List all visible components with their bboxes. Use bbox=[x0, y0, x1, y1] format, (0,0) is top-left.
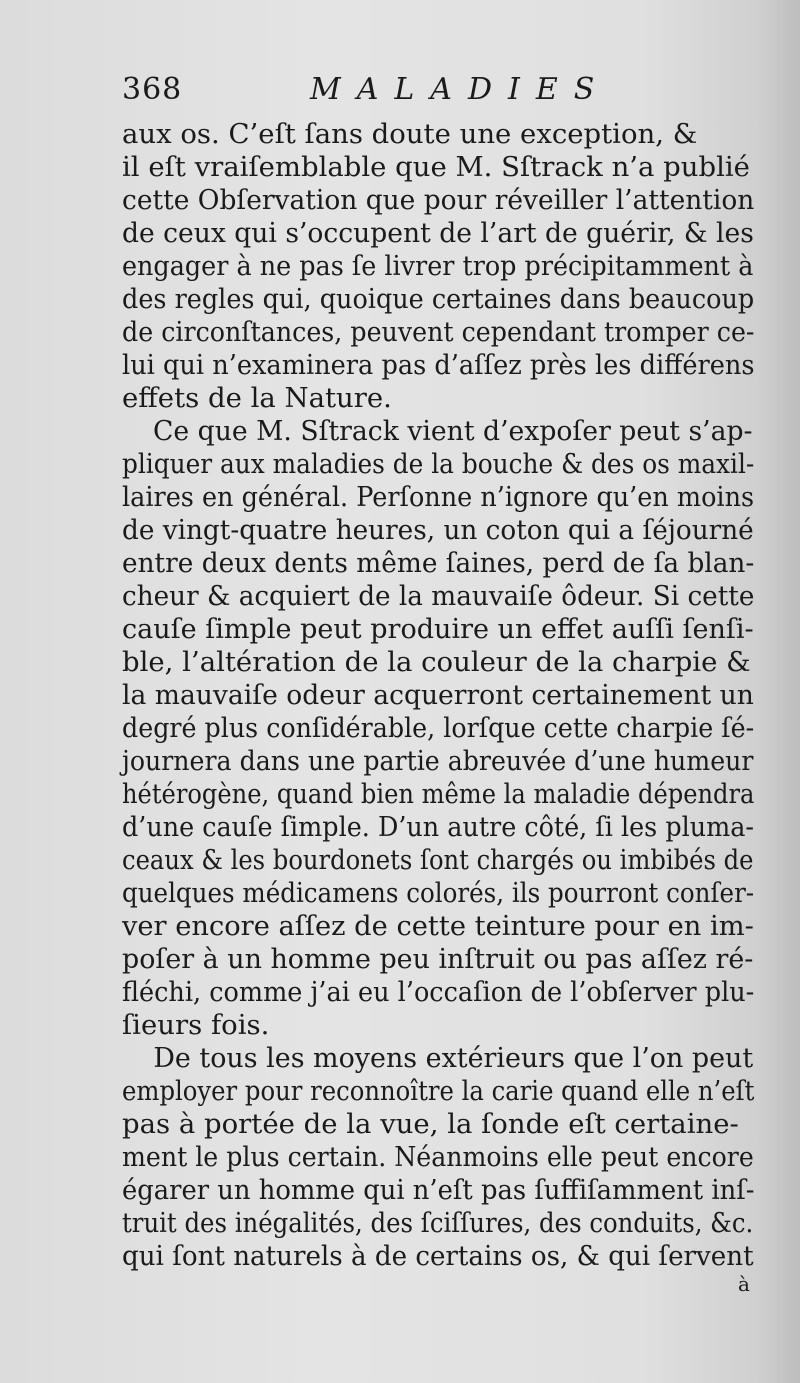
text-line: d’une cauſe ſimple. D’un autre côté, ſi les pluma- bbox=[122, 811, 755, 843]
text-line: quelques médicamens colorés, ils pourront conſer- bbox=[122, 877, 755, 909]
text-line: hétérogène, quand bien même la maladie dépendra bbox=[122, 778, 755, 810]
text-line: de circonſtances, peuvent cependant tromper ce- bbox=[122, 316, 755, 348]
text-line: poſer à un homme peu inſtruit ou pas aſſez ré- bbox=[122, 943, 754, 975]
text-line: égarer un homme qui n’eſt pas ſuffiſamment inſ- bbox=[122, 1174, 755, 1206]
paragraph bbox=[122, 1042, 754, 1273]
text-line: fléchi, comme j’ai eu l’occaſion de l’obſerver plu- bbox=[122, 976, 755, 1008]
text-line: aux os. C’eſt ſans doute une exception, & bbox=[122, 118, 698, 150]
page-number: 368 bbox=[122, 72, 183, 107]
page-header bbox=[122, 72, 762, 120]
text-line: de vingt-quatre heures, un coton qui a ſéjourné bbox=[122, 514, 754, 546]
text-line: employer pour reconnoître la carie quand elle n’eſt bbox=[122, 1075, 755, 1107]
text-line: qui ſont naturels à de certains os, & qui ſervent bbox=[122, 1240, 754, 1272]
catchword: à bbox=[738, 1272, 750, 1296]
paragraph bbox=[122, 415, 754, 1042]
text-line: Ce que M. Sſtrack vient d’expoſer peut s’ap- bbox=[153, 415, 753, 447]
text-line: cheur & acquiert de la mauvaiſe ôdeur. Si cette bbox=[122, 580, 755, 612]
text-line: degré plus conſidérable, lorſque cette charpie ſé- bbox=[122, 712, 755, 744]
text-line: ceaux & les bourdonets ſont chargés ou imbibés de bbox=[122, 844, 754, 876]
text-line: des regles qui, quoique certaines dans beaucoup bbox=[122, 283, 755, 315]
text-line: ble, l’altération de la couleur de la charpie & bbox=[122, 646, 751, 678]
text-line: entre deux dents même ſaines, perd de ſa blan- bbox=[122, 547, 755, 579]
text-line: cette Obſervation que pour réveiller l’attention bbox=[122, 184, 755, 216]
text-line: ver encore aſſez de cette teinture pour en im- bbox=[122, 910, 754, 942]
text-line: De tous les moyens extérieurs que l’on peut bbox=[153, 1042, 754, 1074]
running-title: MALADIES bbox=[310, 72, 611, 107]
paragraph bbox=[122, 118, 754, 415]
text-line: de ceux qui s’occupent de l’art de guérir, & les bbox=[122, 217, 754, 249]
text-line: la mauvaiſe odeur acquerront certainement un bbox=[122, 679, 754, 711]
text-line: ment le plus certain. Néanmoins elle peut encore bbox=[122, 1141, 754, 1173]
text-line: laires en général. Perſonne n’ignore qu’en moins bbox=[122, 481, 755, 513]
text-line: il eſt vraiſemblable que M. Sſtrack n’a publié bbox=[122, 151, 750, 183]
text-line: lui qui n’examinera pas d’aſſez près les différens bbox=[122, 349, 755, 381]
text-line: engager à ne pas ſe livrer trop précipitamment à bbox=[122, 250, 754, 282]
text-line: pas à portée de la vue, la ſonde eſt certaine- bbox=[122, 1108, 739, 1140]
text-line: journera dans une partie abreuvée d’une humeur bbox=[122, 745, 754, 777]
text-line: pliquer aux maladies de la bouche & des os maxil- bbox=[122, 448, 755, 480]
text-line: ſieurs fois. bbox=[122, 1009, 270, 1041]
body-text bbox=[122, 118, 754, 1273]
text-line: effets de la Nature. bbox=[122, 382, 392, 414]
text-line: cauſe ſimple peut produire un effet auſſi ſenſi- bbox=[122, 613, 754, 645]
text-line: truit des inégalités, des ſciſſures, des conduits, &c. bbox=[122, 1207, 754, 1239]
